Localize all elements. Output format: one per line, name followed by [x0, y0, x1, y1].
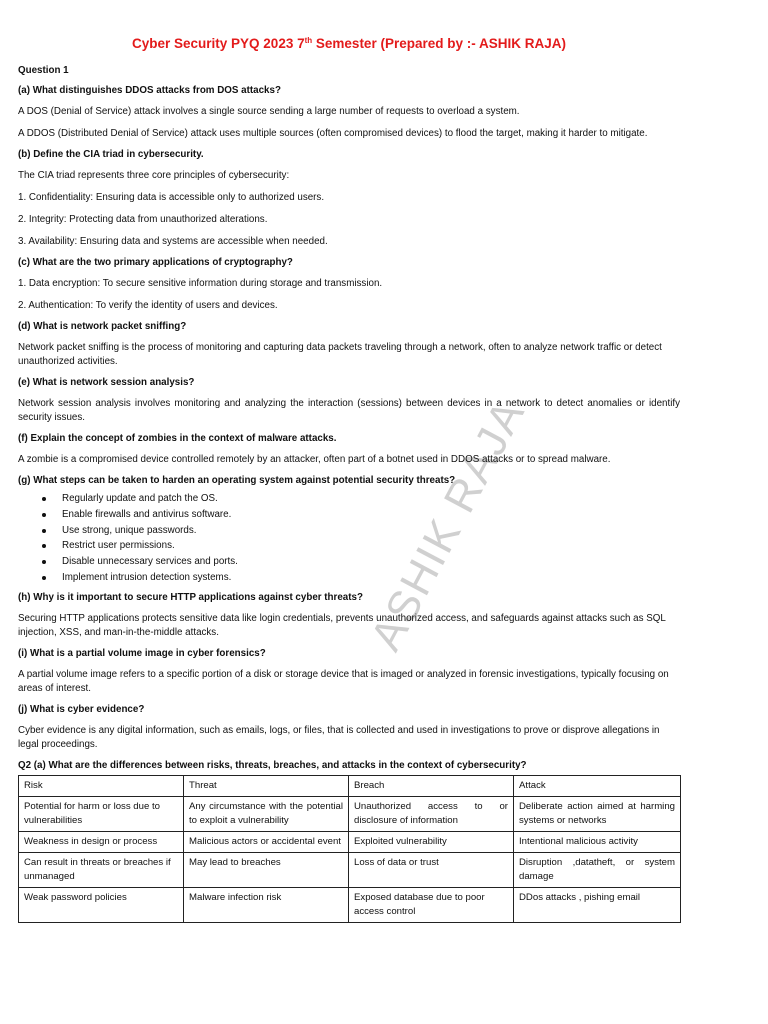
- list-item: Regularly update and patch the OS.: [62, 491, 680, 507]
- hardening-steps-list: [18, 491, 680, 586]
- list-item: Implement intrusion detection systems.: [62, 570, 680, 586]
- answer-1j: Cyber evidence is any digital information, such as emails, logs, or files, that is collected and used in investigations to prove or disprove allegations in legal proceedings.: [18, 724, 660, 750]
- title-text-rest: Semester (Prepared by :- ASHIK RAJA): [312, 36, 566, 51]
- title-superscript: th: [304, 36, 313, 45]
- table-cell: DDos attacks , pishing email: [514, 887, 681, 922]
- question-1c: (c) What are the two primary applications of cryptography?: [18, 257, 293, 268]
- table-cell: Exposed database due to poor access control: [349, 887, 514, 922]
- table-row: [19, 852, 681, 887]
- document-title: [18, 36, 680, 51]
- question-1-heading: Question 1: [18, 65, 69, 76]
- question-1a: (a) What distinguishes DDOS attacks from DOS attacks?: [18, 85, 281, 96]
- column-header: Attack: [514, 775, 681, 796]
- question-1h: (h) Why is it important to secure HTTP applications against cyber threats?: [18, 591, 363, 603]
- table-cell: Can result in threats or breaches if unmanaged: [19, 852, 184, 887]
- table-cell: Weak password policies: [19, 887, 184, 922]
- table-cell: Potential for harm or loss due to vulnerabilities: [19, 796, 184, 831]
- answer-1h: Securing HTTP applications protects sensitive data like login credentials, prevents unauthorized access, and safeguards against attacks such as SQL injection, XSS, and man-in-the-middle attacks.: [18, 612, 666, 638]
- answer-1d: Network packet sniffing is the process of monitoring and capturing data packets traveling through a network, often to analyze network traffic or detect unauthorized activities.: [18, 342, 662, 367]
- answer-1e: Network session analysis involves monitoring and analyzing the interaction (sessions) between devices in a network to detect anomalies or identify security issues.: [18, 398, 680, 423]
- table-cell: Malware infection risk: [184, 887, 349, 922]
- table-cell: Weakness in design or process: [19, 831, 184, 852]
- table-cell: Any circumstance with the potential to exploit a vulnerability: [184, 796, 349, 831]
- question-1b: (b) Define the CIA triad in cybersecurity.: [18, 149, 204, 160]
- table-cell: Intentional malicious activity: [514, 831, 681, 852]
- answer-1b-line-3: 2. Integrity: Protecting data from unauthorized alterations.: [18, 214, 268, 225]
- watermark: ASHIK RAJA: [361, 391, 535, 659]
- document-page: [18, 36, 680, 923]
- answer-1c-line-2: 2. Authentication: To verify the identity of users and devices.: [18, 300, 278, 311]
- question-1j: (j) What is cyber evidence?: [18, 703, 145, 715]
- question-1i: (i) What is a partial volume image in cyber forensics?: [18, 647, 266, 659]
- table-cell: May lead to breaches: [184, 852, 349, 887]
- question-1e: (e) What is network session analysis?: [18, 377, 195, 388]
- table-cell: Deliberate action aimed at harming systems or networks: [514, 796, 681, 831]
- table-row: [19, 887, 681, 922]
- table-cell: Malicious actors or accidental event: [184, 831, 349, 852]
- question-1d: (d) What is network packet sniffing?: [18, 321, 187, 332]
- column-header: Breach: [349, 775, 514, 796]
- comparison-table: [18, 775, 681, 923]
- answer-1b-line-1: The CIA triad represents three core principles of cybersecurity:: [18, 170, 290, 181]
- answer-1f: A zombie is a compromised device controlled remotely by an attacker, often part of a botnet used in DDOS attacks or to spread malware.: [18, 454, 611, 465]
- list-item: Restrict user permissions.: [62, 538, 680, 554]
- answer-1a-line-1: A DOS (Denial of Service) attack involves a single source sending a large number of requests to overload a system.: [18, 106, 520, 117]
- title-text: Cyber Security PYQ 2023 7: [132, 36, 305, 51]
- answer-1a-line-2: A DDOS (Distributed Denial of Service) attack uses multiple sources (often compromised devices) to flood the target, making it harder to mitigate.: [18, 128, 648, 139]
- list-item: Enable firewalls and antivirus software.: [62, 507, 680, 523]
- column-header: Threat: [184, 775, 349, 796]
- list-item: Disable unnecessary services and ports.: [62, 554, 680, 570]
- answer-1b-line-4: 3. Availability: Ensuring data and systems are accessible when needed.: [18, 236, 328, 247]
- list-item: Use strong, unique passwords.: [62, 523, 680, 539]
- table-header-row: [19, 775, 681, 796]
- table-cell: Loss of data or trust: [349, 852, 514, 887]
- question-1g: (g) What steps can be taken to harden an operating system against potential security threats?: [18, 475, 456, 486]
- table-cell: Exploited vulnerability: [349, 831, 514, 852]
- question-1f: (f) Explain the concept of zombies in the context of malware attacks.: [18, 433, 337, 444]
- table-row: [19, 831, 681, 852]
- question-2a: Q2 (a) What are the differences between risks, threats, breaches, and attacks in the context of cybersecurity?: [18, 759, 527, 771]
- answer-1c-line-1: 1. Data encryption: To secure sensitive information during storage and transmission.: [18, 278, 383, 289]
- column-header: Risk: [19, 775, 184, 796]
- table-cell: Unauthorized access to or disclosure of information: [349, 796, 514, 831]
- table-row: [19, 796, 681, 831]
- answer-1i: A partial volume image refers to a specific portion of a disk or storage device that is imaged or analyzed in forensic investigations, typically focusing on areas of interest.: [18, 668, 669, 694]
- table-cell: Disruption ,datatheft, or system damage: [514, 852, 681, 887]
- answer-1b-line-2: 1. Confidentiality: Ensuring data is accessible only to authorized users.: [18, 192, 325, 203]
